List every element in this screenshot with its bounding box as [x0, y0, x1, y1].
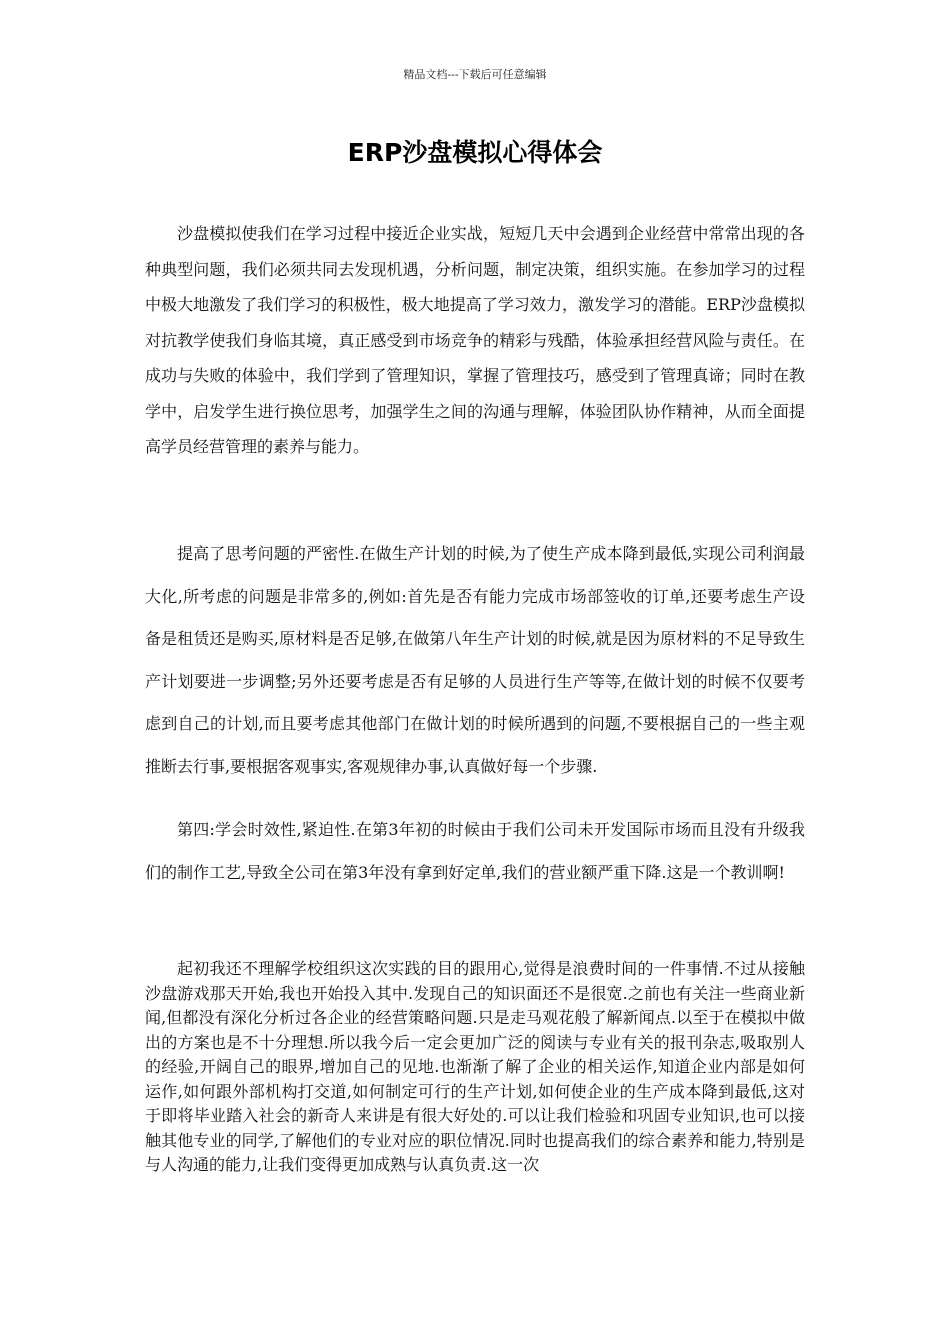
paragraph-1: 沙盘模拟使我们在学习过程中接近企业实战，短短几天中会遇到企业经营中常常出现的各种典型问题，我们必须共同去发现机遇，分析问题，制定决策，组织实施。在参加学习的过程中极大地激发了我们学习的积极性，极大地提高了学习效力，激发学习的潜能。ERP沙盘模拟对抗教学使我们身临其境，真正感受到市场竞争的精彩与残酷，体验承担经营风险与责任。在成功与失败的体验中，我们学到了管理知识，掌握了管理技巧，感受到了管理真谛；同时在教学中，启发学生进行换位思考，加强学生之间的沟通与理解，体验团队协作精神，从而全面提高学员经营管理的素养与能力。 [145, 224, 805, 456]
document-title: ERP沙盘模拟心得体会 [347, 138, 603, 167]
page-header-note: 精品文档---下载后可任意编辑 [403, 68, 547, 81]
paragraph-2: 提高了思考问题的严密性.在做生产计划的时候,为了使生产成本降到最低,实现公司利润最大化,所考虑的问题是非常多的,例如:首先是否有能力完成市场部签收的订单,还要考虑生产设备是租赁还是购买,原材料是否足够,在做第八年生产计划的时候,就是因为原材料的不足导致生产计划要进一步调整;另外还要考虑是否有足够的人员进行生产等等,在做计划的时候不仅要考虑到自己的计划,而且要考虑其他部门在做计划的时候所遇到的问题,不要根据自己的一些主观推断去行事,要根据客观事实,客观规律办事,认真做好每一个步骤. [145, 544, 805, 776]
paragraph-3: 第四:学会时效性,紧迫性.在第3年初的时候由于我们公司未开发国际市场而且没有升级我们的制作工艺,导致全公司在第3年没有拿到好定单,我们的营业额严重下降.这是一个教训啊! [145, 820, 805, 882]
paragraph-4: 起初我还不理解学校组织这次实践的目的跟用心,觉得是浪费时间的一件事情.不过从接触沙盘游戏那天开始,我也开始投入其中.发现自己的知识面还不是很宽.之前也有关注一些商业新闻,但都没有深化分析过各企业的经营策略问题.只是走马观花般了解新闻点.以至于在模拟中做出的方案也是不十分理想.所以我今后一定会更加广泛的阅读与专业有关的报刊杂志,吸取别人的经验,开阔自己的眼界,增加自己的见地.也渐渐了解了企业的相关运作,知道企业内部是如何运作,如何跟外部机构打交道,如何制定可行的生产计划,如何使企业的生产成本降到最低,这对于即将毕业踏入社会的新奇人来讲是有很大好处的.可以让我们检验和巩固专业知识,也可以接触其他专业的同学,了解他们的专业对应的职位情况.同时也提高我们的综合素养和能力,特别是与人沟通的能力,让我们变得更加成熟与认真负责.这一次 [145, 959, 805, 1174]
